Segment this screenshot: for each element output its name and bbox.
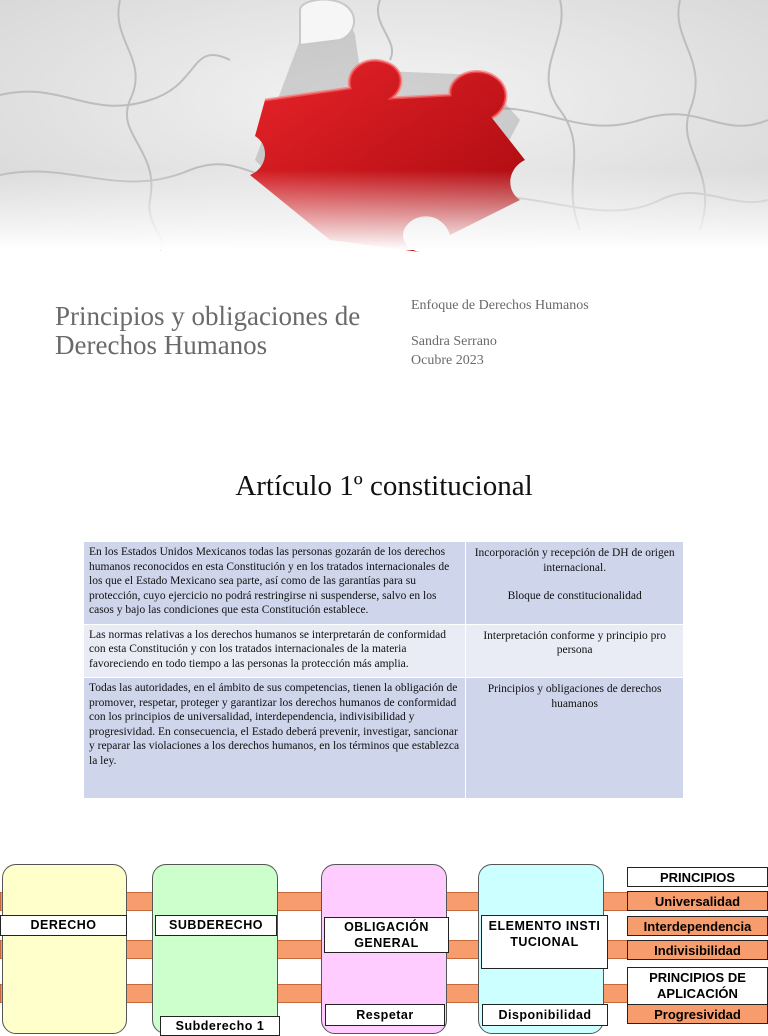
article-paragraph: En los Estados Unidos Mexicanos todas las personas gozarán de los derechos humanos reconocidos en esta Constitución y en los tratados internacionales de los que el Estado Mexicano sea parte, así como de las garantías para su protección, cuyo ejercicio no podrá restringirse ni suspenderse, salvo en los casos y bajo las condiciones que esta Constitución establece. [84, 542, 466, 625]
derecho-label: DERECHO [0, 915, 127, 936]
subderecho-item: Subderecho 1 [160, 1016, 280, 1036]
article-paragraph: Las normas relativas a los derechos humanos se interpretarán de conformidad con esta Constitución y con los tratados internacionales de la materia favoreciendo en todo tiempo a las personas la protección más amplia. [84, 624, 466, 678]
rights-diagram [0, 860, 768, 1033]
presentation-meta [411, 296, 589, 370]
presentation-title: Principios y obligaciones de Derechos Humanos [55, 301, 361, 360]
article-paragraph: Todas las autoridades, en el ámbito de sus competencias, tienen la obligación de promover, respetar, proteger y garantizar los derechos humanos de conformidad con los principios de universalidad, interdependencia, indivisibilidad y progresividad. En consecuencia, el Estado deberá prevenir, investigar, sancionar y reparar las violaciones a los derechos humanos, en los términos que establezca la ley. [84, 678, 466, 799]
article-note: Principios y obligaciones de derechos huamanos [466, 678, 684, 799]
obligacion-item: Respetar [325, 1004, 445, 1026]
article-title: Artículo 1º constitucional [235, 470, 533, 502]
presentation-subtitle: Enfoque de Derechos Humanos [411, 298, 589, 313]
article-note: Interpretación conforme y principio pro persona [466, 624, 684, 678]
obligacion-label: OBLIGACIÓN GENERAL [324, 917, 449, 953]
table-row [84, 678, 684, 799]
article-note [466, 542, 684, 625]
note-text: Incorporación y recepción de DH de origen internacional. [474, 547, 675, 574]
principle-item: Progresividad [627, 1004, 768, 1024]
principios-aplicacion-header: PRINCIPIOS DE APLICACIÓN [627, 967, 768, 1005]
derecho-column [2, 864, 127, 1034]
elemento-label: ELEMENTO INSTITUCIONAL [481, 915, 608, 969]
table-row [84, 624, 684, 678]
principle-item: Universalidad [627, 891, 768, 911]
principle-item: Indivisibilidad [627, 940, 768, 960]
principle-item: Interdependencia [627, 916, 768, 936]
table-row [84, 542, 684, 625]
red-puzzle-piece-image [0, 0, 768, 250]
principios-header: PRINCIPIOS [627, 867, 768, 887]
article-table [83, 541, 684, 799]
cover-slide [0, 0, 768, 430]
elemento-item: Disponibilidad [482, 1004, 608, 1026]
subderecho-label: SUBDERECHO [155, 915, 277, 936]
presentation-date: Ocubre 2023 [411, 353, 484, 368]
note-text: Bloque de constitucionalidad [507, 590, 642, 602]
author-name: Sandra Serrano [411, 334, 497, 349]
subderecho-column [152, 864, 278, 1034]
